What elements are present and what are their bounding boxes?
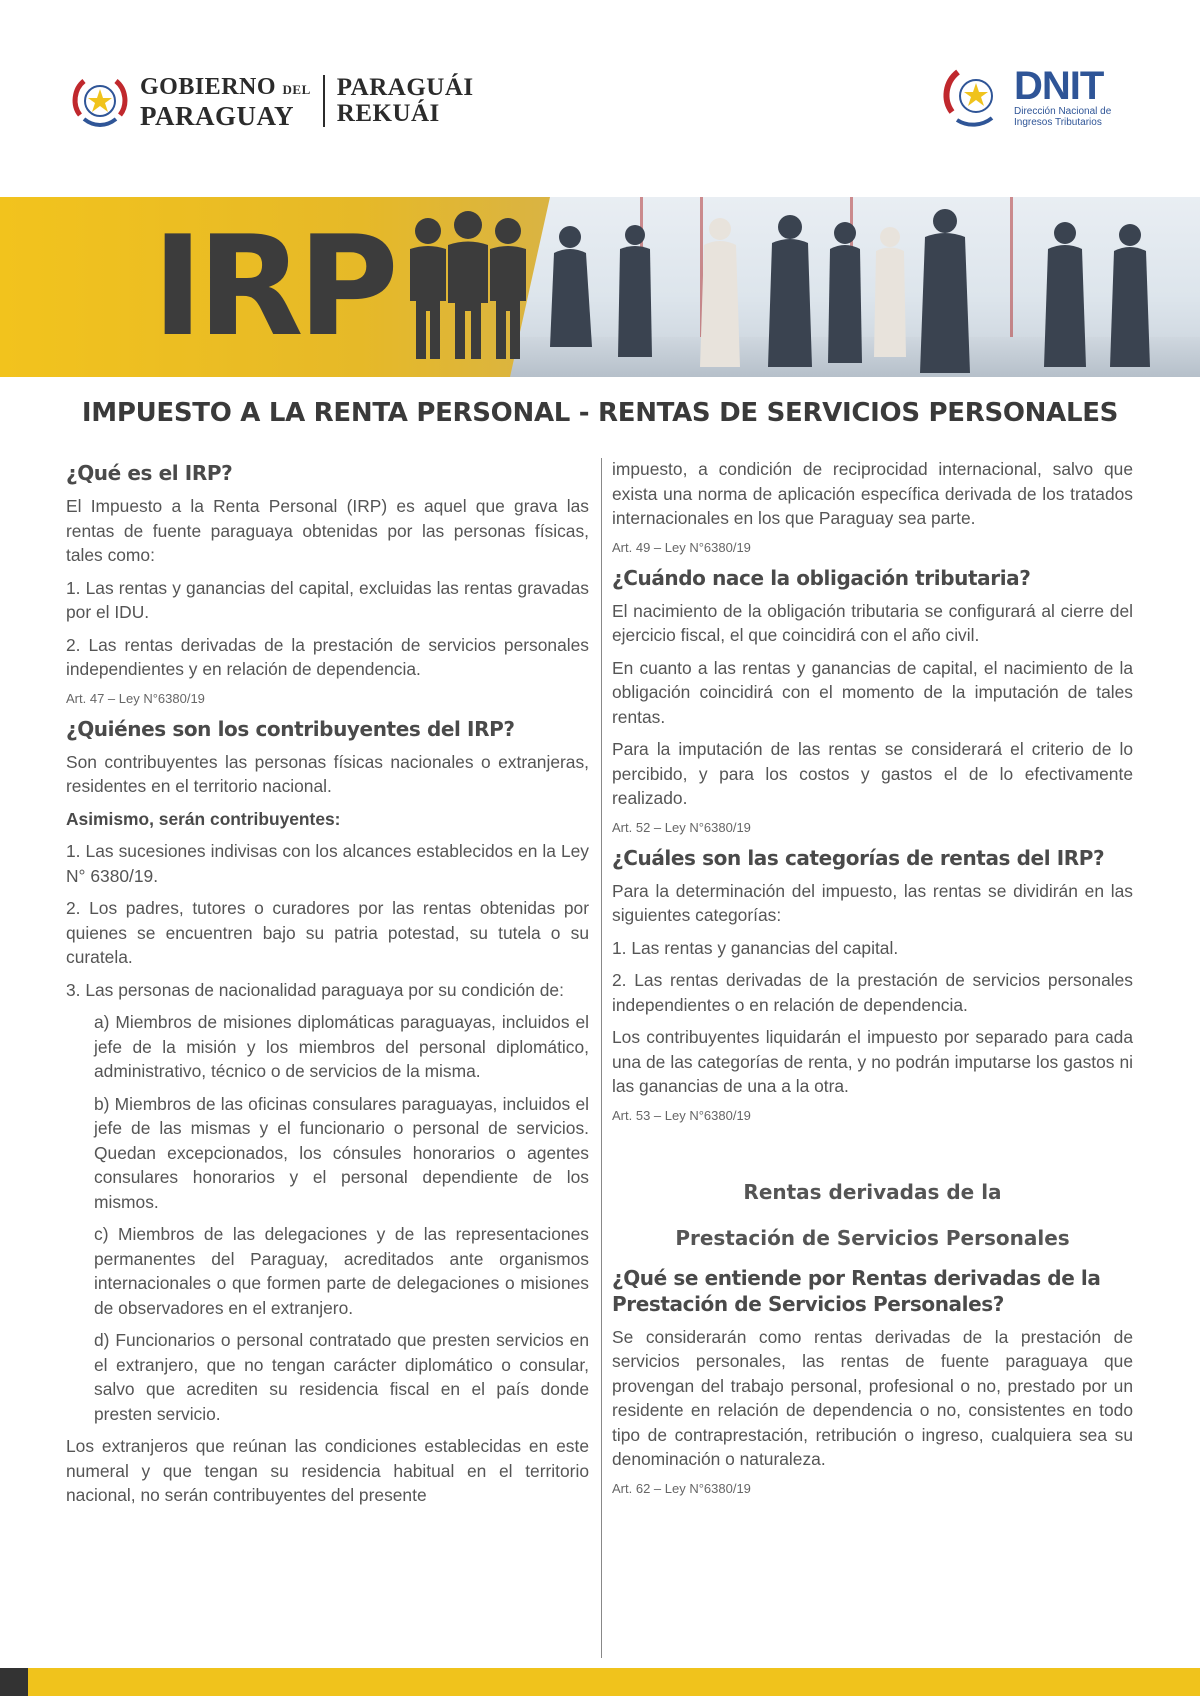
gov-guarani-line1: PARAGUÁI — [336, 74, 474, 101]
paragraph: Los extranjeros que reúnan las condiciones establecidas en este numeral y que tengan su residencia habitual en el territorio nacional, no serán contribuyentes del presente — [66, 1436, 589, 1505]
gov-guarani-line2: REKUÁI — [336, 100, 440, 127]
paragraph: 1. Las rentas y ganancias del capital, excluidas las rentas gravadas por el IDU. — [66, 577, 589, 622]
paragraph: El nacimiento de la obligación tributaria se configurará al cierre del ejercicio fiscal, el que coincidirá con el año civil. — [612, 600, 1133, 645]
paragraph: 1. Las rentas y ganancias del capital. — [612, 937, 899, 958]
gov-line2: PARAGUAY — [140, 100, 295, 131]
heading-obligacion: ¿Cuándo nace la obligación tributaria? — [612, 565, 1031, 590]
law-reference: Art. 47 – Ley N°6380/19 — [66, 690, 205, 706]
gov-line1-del: DEL — [282, 81, 311, 97]
dnit-wordmark: DNIT — [1014, 64, 1104, 108]
list-item-c: c) Miembros de las delegaciones y de las representaciones permanentes del Paraguay, acreditados ante organismos internacionales o que formen parte de delegaciones o misiones de observadores en el extranjero. — [94, 1224, 589, 1318]
dnit-seal-icon — [940, 64, 1008, 130]
people-group-icon — [404, 211, 534, 361]
government-logo — [70, 70, 474, 132]
business-people-image — [520, 197, 1200, 377]
paragraph: 3. Las personas de nacionalidad paraguaya por su condición de: — [66, 979, 564, 1000]
list-item-d: d) Funcionarios o personal contratado que presten servicios en el extranjero, que no tengan carácter diplomático o consular, salvo que acrediten su residencia fiscal en el país donde presten servicio. — [94, 1330, 589, 1424]
paragraph: 2. Las rentas derivadas de la prestación de servicios personales independientes y en relación de dependencia. — [66, 634, 589, 679]
dnit-logo — [940, 64, 1111, 130]
section-title-line1: Rentas derivadas de la — [743, 1179, 1002, 1204]
paragraph: En cuanto a las rentas y ganancias de capital, el nacimiento de la obligación coincidirá con el momento de la imputación de tales rentas. — [612, 657, 1133, 727]
paragraph: 1. Las sucesiones indivisas con los alcances establecidos en la Ley N° 6380/19. — [66, 841, 589, 886]
law-reference: Art. 62 – Ley N°6380/19 — [612, 1480, 751, 1496]
paragraph: Para la determinación del impuesto, las rentas se dividirán en las siguientes categorías: — [612, 880, 1133, 925]
irp-acronym: IRP — [152, 206, 393, 367]
heading-categorias: ¿Cuáles son las categorías de rentas del IRP? — [612, 845, 1105, 870]
heading-contribuyentes: ¿Quiénes son los contribuyentes del IRP? — [66, 716, 515, 741]
paragraph: Para la imputación de las rentas se considerará el criterio de lo percibido, y para los costos y gastos el de lo efectivamente realizado. — [612, 739, 1133, 808]
paragraph: Son contribuyentes las personas físicas nacionales o extranjeras, residentes en el territorio nacional. — [66, 751, 589, 796]
column-divider — [601, 458, 602, 1658]
paragraph: 2. Las rentas derivadas de la prestación de servicios personales independientes o en relación de dependencia. — [612, 970, 1133, 1015]
law-reference: Art. 53 – Ley N°6380/19 — [612, 1107, 751, 1123]
dnit-subtitle-1: Dirección Nacional de — [1014, 106, 1112, 117]
list-item-b: b) Miembros de las oficinas consulares paraguayas, incluidos el jefe de las mismas y el funcionario o personal de servicios. Quedan excepcionados, los cónsules honorarios o agentes consulares honorarios y el personal dependiente de los mismos. — [94, 1093, 589, 1212]
left-column — [66, 460, 589, 1516]
irp-banner — [0, 197, 1200, 377]
paraguay-seal-icon — [70, 71, 130, 131]
section-title-line2: Prestación de Servicios Personales — [675, 1225, 1070, 1250]
paragraph: El Impuesto a la Renta Personal (IRP) es aquel que grava las rentas de fuente paraguaya obtenidas por las personas físicas, tales como: — [66, 496, 589, 565]
bold-paragraph: Asimismo, serán contribuyentes: — [66, 808, 341, 829]
page-title: IMPUESTO A LA RENTA PERSONAL - RENTAS DE SERVICIOS PERSONALES — [81, 398, 1119, 428]
paragraph: Los contribuyentes liquidarán el impuesto por separado para cada una de las categorías de renta, y no podrán imputarse los gastos ni las ganancias de una a la otra. — [612, 1027, 1133, 1096]
right-column — [612, 457, 1133, 1506]
list-item-a: a) Miembros de misiones diplomáticas paraguayas, incluidos el jefe de la misión y los miembros del personal diplomático, administrativo, técnico o de servicios de la misma. — [94, 1012, 589, 1081]
heading-que-es-irp: ¿Qué es el IRP? — [66, 461, 233, 485]
footer-dark-block — [0, 1668, 28, 1696]
paragraph: impuesto, a condición de reciprocidad internacional, salvo que exista una norma de aplicación específica derivada de los tratados internacionales en los que Paraguay sea parte. — [612, 459, 1133, 528]
footer-bar — [0, 1668, 1200, 1696]
paragraph: 2. Los padres, tutores o curadores por las rentas obtenidas por quienes se encuentren bajo su patria potestad, su tutela o su curatela. — [66, 898, 589, 967]
paragraph: Se considerarán como rentas derivadas de la prestación de servicios personales, las rentas de fuente paraguaya que provengan del trabajo personal, profesional o no, prestado por un residente en relación de dependencia o no, consistentes en todo tipo de contraprestación, retribución o ingreso, cualquiera sea su denominación o naturaleza. — [612, 1326, 1133, 1469]
law-reference: Art. 52 – Ley N°6380/19 — [612, 819, 751, 835]
heading-servicios-personales: ¿Qué se entiende por Rentas derivadas de la Prestación de Servicios Personales? — [612, 1265, 1101, 1316]
gov-line1: GOBIERNO — [140, 73, 277, 100]
dnit-subtitle-2: Ingresos Tributarios — [1014, 117, 1102, 128]
law-reference: Art. 49 – Ley N°6380/19 — [612, 539, 751, 555]
logo-divider — [323, 75, 325, 127]
